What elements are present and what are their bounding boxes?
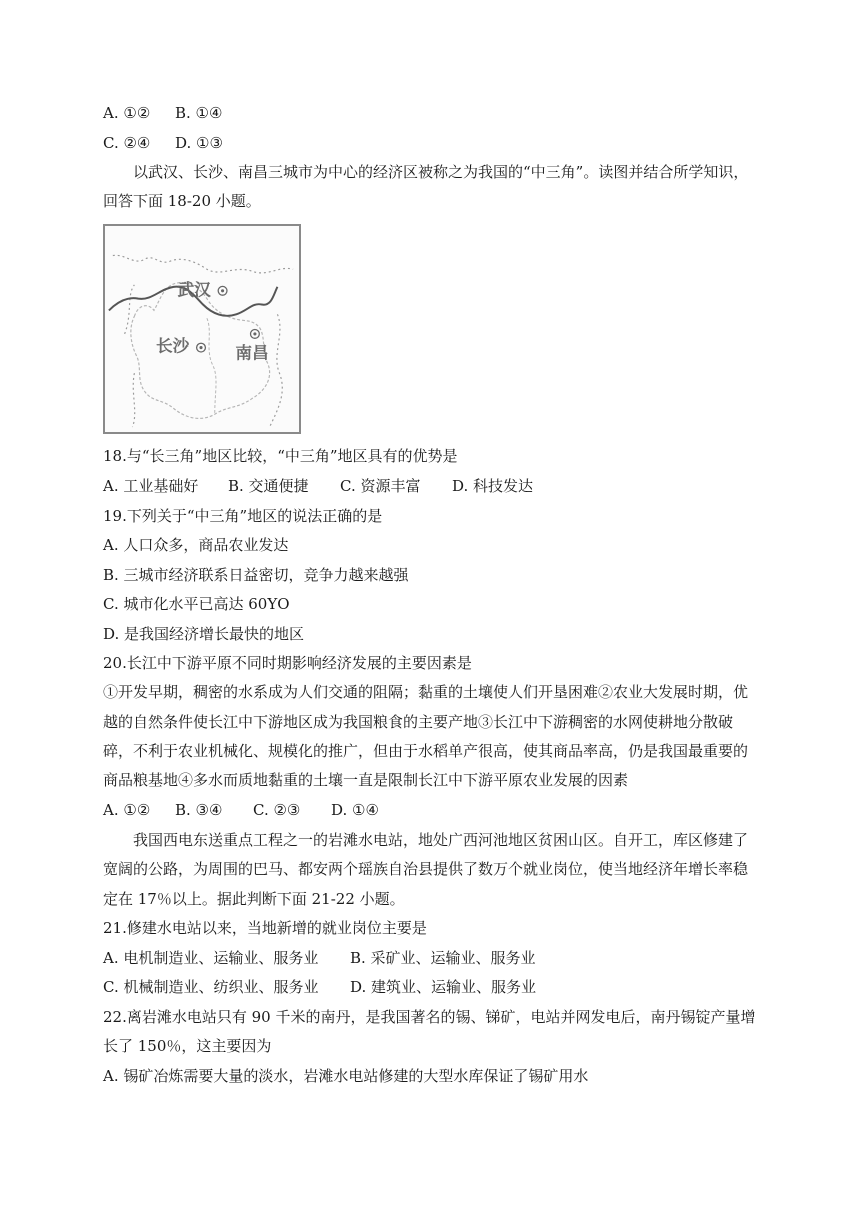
option-b: B. ①④ [175, 104, 223, 122]
q18-option-c: C. 资源丰富 [340, 477, 421, 495]
q20-option-a: A. ①② [103, 801, 151, 819]
q21-option-a: A. 电机制造业、运输业、服务业 [103, 949, 319, 967]
q20-body-line3: 碎，不利于农业机械化、规模化的推广，但由于水稻单产很高，使其商品率高，仍是我国最重要的 [103, 742, 749, 760]
city-label-changsha: 长沙 [155, 336, 190, 356]
intro-18-20-line2: 回答下面 18-20 小题。 [103, 192, 261, 210]
q18-option-d: D. 科技发达 [452, 477, 534, 495]
option-d: D. ①③ [175, 134, 223, 152]
q19-option-b: B. 三城市经济联系日益密切，竞争力越来越强 [103, 566, 409, 584]
q19-option-c: C. 城市化水平已高达 60YO [103, 595, 290, 613]
option-a: A. ①② [103, 104, 151, 122]
q21-option-b: B. 采矿业、运输业、服务业 [350, 949, 536, 967]
q22-option-a: A. 锡矿冶炼需要大量的淡水，岩滩水电站修建的大型水库保证了锡矿用水 [103, 1067, 589, 1085]
q19-option-a: A. 人口众多，商品农业发达 [103, 536, 289, 554]
option-c: C. ②④ [103, 134, 151, 152]
inner-boundary [207, 318, 216, 414]
central-triangle-map [103, 224, 301, 434]
q18-option-a: A. 工业基础好 [103, 477, 199, 495]
wuhan-marker [218, 286, 227, 295]
q20-options [103, 800, 379, 820]
intro-18-20-line1: 以武汉、长沙、南昌三城市为中心的经济区被称之为我国的“中三角”。读图并结合所学知识， [133, 163, 749, 181]
q22-stem-line2: 长了 150％，这主要因为 [103, 1037, 272, 1055]
intro-21-22-line1: 我国西电东送重点工程之一的岩滩水电站，地处广西河池地区贫困山区。自开工，库区修建了 [133, 831, 749, 849]
boundary-north [113, 255, 293, 273]
q22-stem-line1: 22.离岩滩水电站只有 90 千米的南丹，是我国著名的锡、锑矿，电站并网发电后，南丹锡锭产量增 [103, 1008, 756, 1026]
q19-option-d: D. 是我国经济增长最快的地区 [103, 625, 305, 643]
prev-question-options-row2 [103, 133, 223, 153]
q21-options-row2 [103, 977, 536, 997]
city-label-wuhan: 武汉 [177, 280, 211, 300]
q21-stem: 21.修建水电站以来，当地新增的就业岗位主要是 [103, 919, 427, 937]
q20-body-line4: 商品粮基地④多水而质地黏重的土壤一直是限制长江中下游平原农业发展的因素 [103, 771, 629, 789]
q21-option-d: D. 建筑业、运输业、服务业 [350, 978, 537, 996]
city-label-nanchang: 南昌 [235, 343, 269, 363]
q18-options [103, 476, 533, 496]
changsha-marker [197, 343, 206, 352]
q19-stem: 19.下列关于“中三角”地区的说法正确的是 [103, 507, 383, 525]
q21-options-row1 [103, 948, 536, 968]
nanchang-marker [251, 329, 260, 338]
q20-body-line1: ①开发早期，稠密的水系成为人们交通的阻隔；黏重的土壤使人们开垦困难②农业大发展时期，优 [103, 683, 749, 701]
intro-21-22-line3: 定在 17％以上。据此判断下面 21-22 小题。 [103, 890, 405, 908]
q20-option-b: B. ③④ [175, 801, 223, 819]
q20-option-d: D. ①④ [331, 801, 379, 819]
q20-body-line2: 越的自然条件使长江中下游地区成为我国粮食的主要产地③长江中下游稠密的水网使耕地分散破 [103, 713, 734, 731]
q18-stem: 18.与“长三角”地区比较，“中三角”地区具有的优势是 [103, 447, 458, 465]
map-graphic [105, 226, 299, 432]
q20-stem: 20.长江中下游平原不同时期影响经济发展的主要因素是 [103, 654, 472, 672]
q18-option-b: B. 交通便捷 [228, 477, 309, 495]
prev-question-options-row1 [103, 103, 222, 123]
boundary-west [125, 285, 135, 427]
q21-option-c: C. 机械制造业、纺织业、服务业 [103, 978, 319, 996]
boundary-east [270, 314, 283, 427]
intro-21-22-line2: 宽阔的公路，为周围的巴马、都安两个瑶族自治县提供了数万个就业岗位，使当地经济年增长率稳 [103, 860, 749, 878]
q20-option-c: C. ②③ [253, 801, 301, 819]
